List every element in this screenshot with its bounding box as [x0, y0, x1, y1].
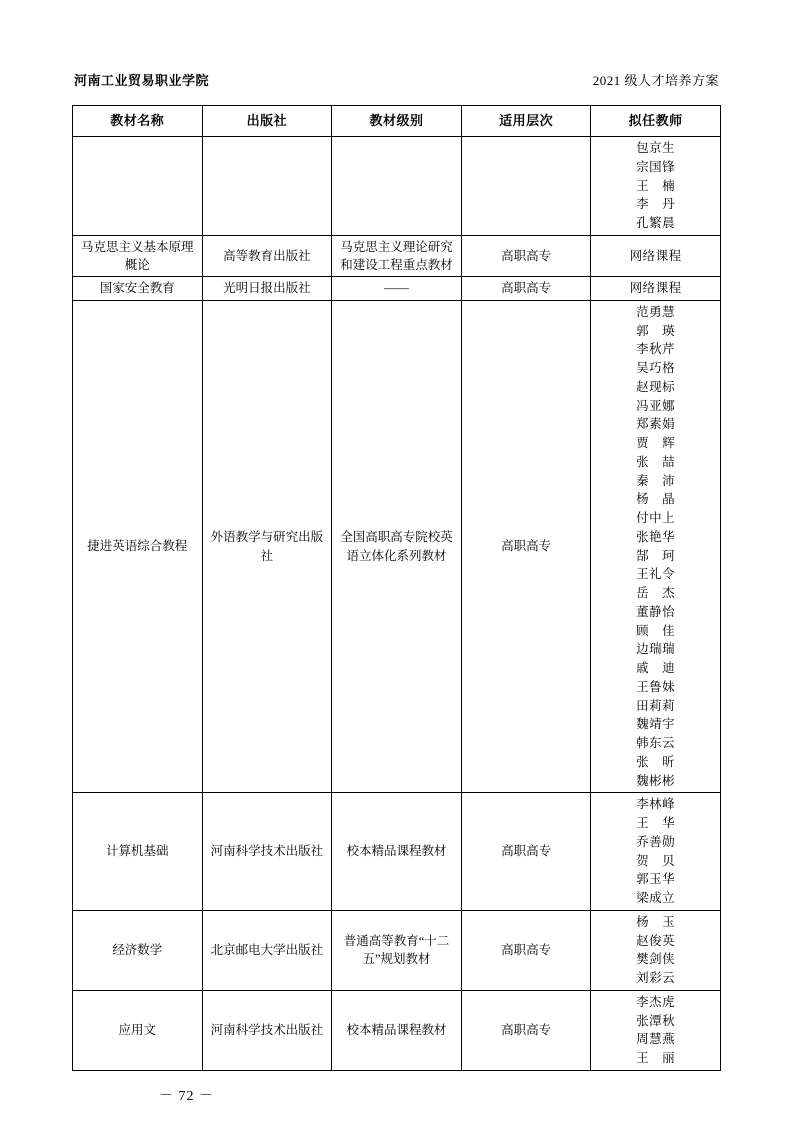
teacher-name: 岳 杰 [636, 586, 676, 600]
cell-publisher: 河南科学技术出版社 [202, 793, 332, 911]
teacher-list [595, 279, 716, 298]
teacher-name: 秦 沛 [636, 473, 676, 488]
teacher-name: 杨 晶 [636, 492, 676, 507]
teacher-list [595, 139, 716, 233]
teacher-name: 乔善勋 [636, 834, 676, 849]
cell-tier: 高职高专 [461, 793, 591, 911]
teacher-list [595, 795, 716, 908]
cell-teachers [591, 793, 721, 911]
cell-teachers [591, 990, 721, 1070]
table-row [73, 300, 721, 793]
teacher-name: 贺 贝 [636, 853, 676, 868]
cell-tier: 高职高专 [461, 277, 591, 301]
cell-teachers [591, 277, 721, 301]
teacher-name: 刘彩云 [636, 971, 676, 985]
cell-name [73, 137, 203, 236]
teacher-name: 李林峰 [636, 797, 676, 812]
teacher-name: 付中上 [636, 511, 676, 525]
teacher-name: 宗国锋 [636, 159, 676, 174]
teacher-list [595, 913, 716, 988]
cell-level [332, 137, 462, 236]
table-row [73, 793, 721, 911]
teacher-list [595, 247, 716, 266]
teacher-name: 魏靖宇 [636, 717, 676, 732]
teacher-name: 张 喆 [636, 454, 676, 469]
teacher-name: 周慧燕 [636, 1032, 676, 1047]
table-row [73, 235, 721, 276]
table-row [73, 137, 721, 236]
cell-level: —— [332, 277, 462, 301]
teacher-name: 郜 珂 [636, 548, 676, 563]
cell-publisher [202, 137, 332, 236]
cell-name: 计算机基础 [73, 793, 203, 911]
column-header-tier: 适用层次 [461, 106, 591, 137]
cell-tier: 高职高专 [461, 910, 591, 990]
teacher-name: 包京生 [636, 141, 676, 155]
teacher-name: 赵现标 [636, 379, 676, 394]
table-row [73, 990, 721, 1070]
table-row [73, 277, 721, 301]
teacher-name: 网络课程 [629, 248, 682, 263]
teacher-name: 王 丽 [636, 1051, 676, 1065]
teacher-name: 戚 迪 [636, 661, 676, 675]
teacher-name: 张 昕 [636, 754, 676, 769]
cell-level: 全国高职高专院校英语立体化系列教材 [332, 300, 462, 793]
teacher-name: 孔繁晨 [636, 216, 676, 230]
teacher-name: 李秋芹 [636, 342, 676, 357]
teacher-name: 边瑞瑞 [636, 642, 676, 657]
teacher-name: 魏彬彬 [636, 773, 676, 788]
teacher-name: 赵俊英 [636, 933, 676, 948]
cell-publisher: 外语教学与研究出版社 [202, 300, 332, 793]
cell-level: 马克思主义理论研究和建设工程重点教材 [332, 235, 462, 276]
teacher-name: 冯亚娜 [636, 398, 676, 413]
cell-name: 经济数学 [73, 910, 203, 990]
cell-teachers [591, 235, 721, 276]
cell-publisher: 河南科学技术出版社 [202, 990, 332, 1070]
teacher-name: 王礼令 [636, 567, 676, 582]
column-header-level: 教材级别 [332, 106, 462, 137]
teacher-list [595, 993, 716, 1068]
cell-tier: 高职高专 [461, 990, 591, 1070]
teacher-name: 吴巧格 [636, 361, 676, 375]
column-header-publisher: 出版社 [202, 106, 332, 137]
page-header [72, 70, 721, 89]
header-institution: 河南工业贸易职业学院 [74, 73, 210, 88]
teacher-name: 董静怡 [636, 604, 676, 619]
cell-teachers [591, 137, 721, 236]
cell-level: 校本精品课程教材 [332, 793, 462, 911]
cell-publisher: 光明日报出版社 [202, 277, 332, 301]
teacher-name: 王 华 [636, 816, 676, 830]
teacher-name: 郭 瑛 [636, 323, 676, 338]
column-header-name: 教材名称 [73, 106, 203, 137]
teacher-name: 张潭秋 [636, 1013, 676, 1028]
teacher-name: 杨 玉 [636, 914, 676, 929]
cell-publisher: 高等教育出版社 [202, 235, 332, 276]
column-header-teacher: 拟任教师 [591, 106, 721, 137]
cell-teachers [591, 910, 721, 990]
cell-teachers [591, 300, 721, 793]
teacher-name: 顾 佳 [636, 623, 676, 638]
teacher-name: 张艳华 [636, 529, 676, 544]
teacher-name: 范勇慧 [636, 304, 676, 319]
table-header-row [73, 106, 721, 137]
cell-publisher: 北京邮电大学出版社 [202, 910, 332, 990]
teacher-name: 郑素娟 [636, 417, 676, 432]
cell-tier: 高职高专 [461, 300, 591, 793]
teacher-name: 王鲁妹 [636, 679, 676, 694]
page-footer [72, 1085, 721, 1105]
teacher-name: 梁成立 [636, 891, 676, 905]
teacher-list [595, 303, 716, 791]
textbook-table [72, 105, 721, 1071]
teacher-name: 韩东云 [636, 736, 676, 750]
cell-name: 马克思主义基本原理概论 [73, 235, 203, 276]
cell-level: 普通高等教育“十二五”规划教材 [332, 910, 462, 990]
teacher-name: 田莉莉 [636, 698, 676, 713]
cell-level: 校本精品课程教材 [332, 990, 462, 1070]
cell-name: 应用文 [73, 990, 203, 1070]
teacher-name: 网络课程 [629, 281, 682, 295]
page-number: － 72 － [159, 1088, 214, 1104]
cell-name: 捷进英语综合教程 [73, 300, 203, 793]
teacher-name: 王 楠 [636, 178, 676, 193]
cell-tier [461, 137, 591, 236]
teacher-name: 贾 辉 [636, 436, 676, 450]
header-document-title: 2021 级人才培养方案 [592, 73, 719, 88]
teacher-name: 李 丹 [636, 197, 676, 212]
teacher-name: 樊剑侠 [636, 952, 676, 967]
table-row [73, 910, 721, 990]
teacher-name: 李杰虎 [636, 994, 676, 1009]
cell-name: 国家安全教育 [73, 277, 203, 301]
cell-tier: 高职高专 [461, 235, 591, 276]
teacher-name: 郭玉华 [636, 872, 676, 887]
